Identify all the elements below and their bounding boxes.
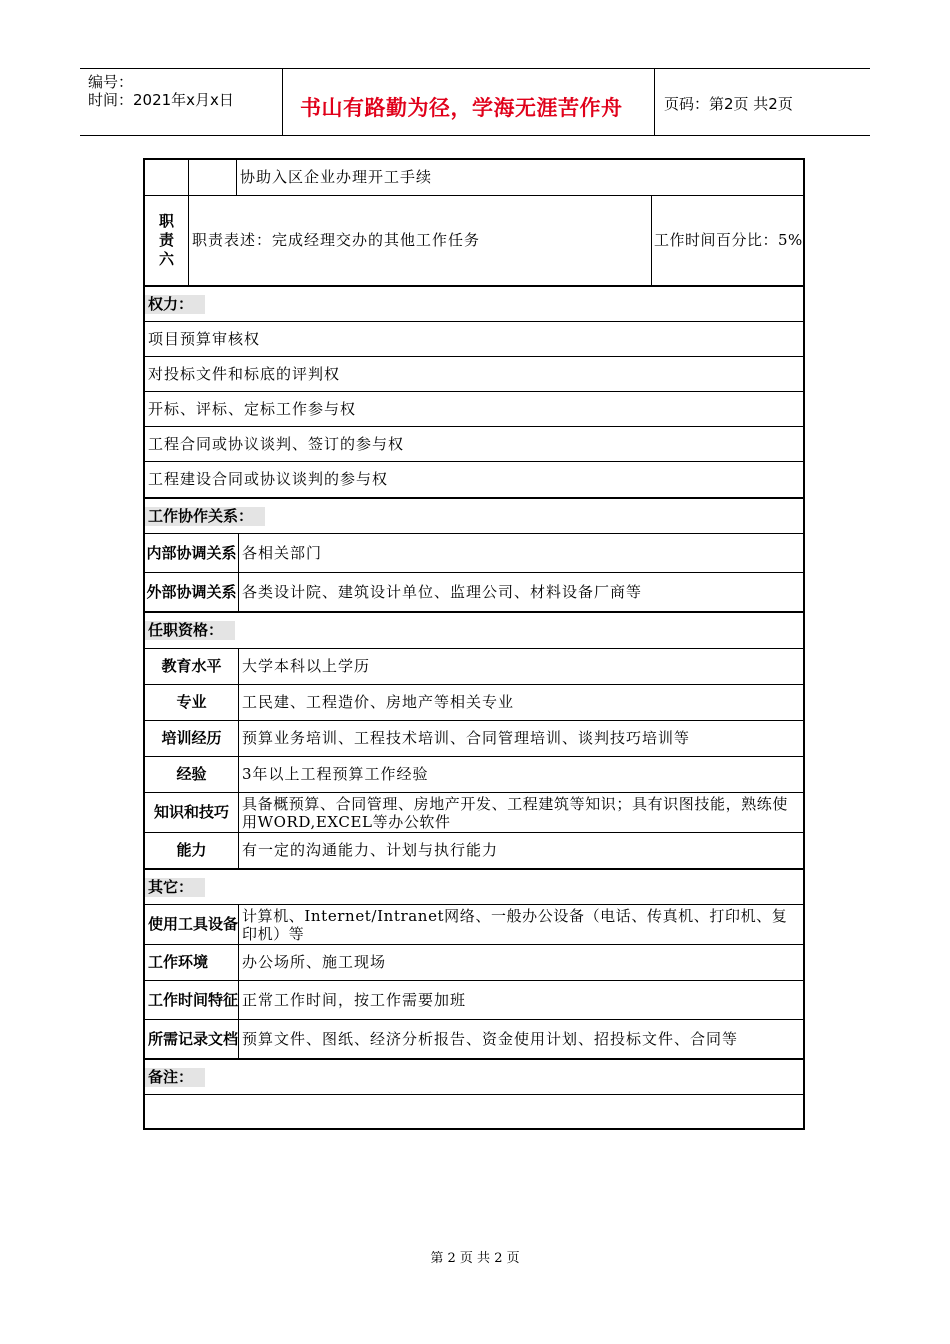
other-section-title: 其它： <box>145 878 205 897</box>
duty-task-cell <box>236 160 803 195</box>
qualification-label: 经验 <box>176 765 207 783</box>
header-divider-left <box>282 68 283 135</box>
duty-six-row <box>145 196 803 287</box>
qualifications-section-title: 任职资格： <box>145 621 235 640</box>
other-row <box>145 945 803 981</box>
other-row <box>145 1020 803 1060</box>
power-item: 工程合同或协议谈判、签订的参与权 <box>148 434 405 453</box>
power-row <box>145 322 803 357</box>
power-row <box>145 357 803 392</box>
relation-label: 外部协调关系 <box>146 582 237 601</box>
document-number-label: 编号： <box>88 73 134 91</box>
header-motto: 书山有路勤为径，学海无涯苦作舟 <box>300 96 623 120</box>
power-row <box>145 427 803 462</box>
qualification-label: 教育水平 <box>161 657 222 675</box>
qualification-value: 大学本科以上学历 <box>242 657 371 675</box>
duty-six-time-percentage: 工作时间百分比：5% <box>654 231 803 249</box>
qualification-label: 能力 <box>176 841 207 859</box>
qualification-label: 培训经历 <box>161 729 222 747</box>
other-value: 办公场所、施工现场 <box>242 953 387 971</box>
qualifications-header-row <box>145 613 803 649</box>
relation-value: 各类设计院、建筑设计单位、监理公司、材料设备厂商等 <box>242 582 643 601</box>
relation-value: 各相关部门 <box>242 543 323 562</box>
duty-task-row <box>145 160 803 196</box>
duty-task-text: 协助入区企业办理开工手续 <box>240 168 433 186</box>
duty-six-time-cell <box>651 196 803 285</box>
qualification-label: 知识和技巧 <box>153 803 229 821</box>
power-row <box>145 462 803 499</box>
relation-row <box>145 573 803 613</box>
power-item: 对投标文件和标底的评判权 <box>148 364 341 383</box>
qualification-value: 工民建、工程造价、房地产等相关专业 <box>242 693 515 711</box>
relations-section-title: 工作协作关系： <box>145 507 265 526</box>
duty-task-blank-2 <box>188 160 236 195</box>
relations-header-row <box>145 499 803 534</box>
notes-section-title: 备注： <box>145 1068 205 1087</box>
qualification-row <box>145 757 803 793</box>
qualification-row <box>145 649 803 685</box>
other-row <box>145 981 803 1020</box>
other-label: 所需记录文档 <box>148 1029 239 1048</box>
relation-row <box>145 534 803 573</box>
powers-section-title: 权力： <box>145 295 205 314</box>
other-label: 工作环境 <box>148 953 209 971</box>
power-item: 工程建设合同或协议谈判的参与权 <box>148 470 389 488</box>
qualification-row <box>145 721 803 757</box>
other-value: 预算文件、图纸、经济分析报告、资金使用计划、招投标文件、合同等 <box>242 1029 739 1048</box>
power-item: 开标、评标、定标工作参与权 <box>148 399 357 418</box>
other-value: 正常工作时间，按工作需要加班 <box>242 990 467 1009</box>
duty-task-blank-1 <box>145 160 188 195</box>
other-value: 计算机、Internet/Intranet网络、一般办公设备（电话、传真机、打印机、复印机）等 <box>242 906 788 943</box>
footer-page-number: 第 2 页 共 2 页 <box>430 1251 520 1266</box>
duty-six-description: 职责表述：完成经理交办的其他工作任务 <box>192 231 481 249</box>
qualification-value: 具备概预算、合同管理、房地产开发、工程建筑等知识；具有识图技能，熟练使用WORD,EXCEL等办公软件 <box>242 794 789 831</box>
powers-header-row <box>145 287 803 322</box>
header-top-rule <box>80 68 870 69</box>
qualification-label: 专业 <box>176 693 207 711</box>
duty-six-label-cell <box>145 196 188 285</box>
other-label: 工作时间特征 <box>148 990 239 1009</box>
job-description-table <box>143 158 805 1130</box>
header-divider-right <box>654 68 655 135</box>
qualification-value: 3年以上工程预算工作经验 <box>242 765 429 783</box>
notes-header-row <box>145 1060 803 1095</box>
header-bottom-rule <box>80 135 870 136</box>
notes-content-row <box>145 1095 803 1130</box>
qualification-value: 有一定的沟通能力、计划与执行能力 <box>242 841 499 859</box>
relation-label: 内部协调关系 <box>146 543 237 562</box>
qualification-row <box>145 793 803 833</box>
power-item: 项目预算审核权 <box>148 329 261 348</box>
other-label: 使用工具设备 <box>148 915 239 933</box>
other-row <box>145 905 803 945</box>
power-row <box>145 392 803 427</box>
page-number-label: 页码：第2页 共2页 <box>664 95 793 113</box>
other-header-row <box>145 870 803 905</box>
qualification-row <box>145 685 803 721</box>
qualification-value: 预算业务培训、工程技术培训、合同管理培训、谈判技巧培训等 <box>242 729 691 747</box>
duty-six-label: 职责六 <box>158 212 174 268</box>
document-date-label: 时间：2021年x月x日 <box>88 91 234 109</box>
page-footer <box>0 1247 950 1266</box>
duty-six-description-cell <box>188 196 651 285</box>
qualification-row <box>145 833 803 870</box>
